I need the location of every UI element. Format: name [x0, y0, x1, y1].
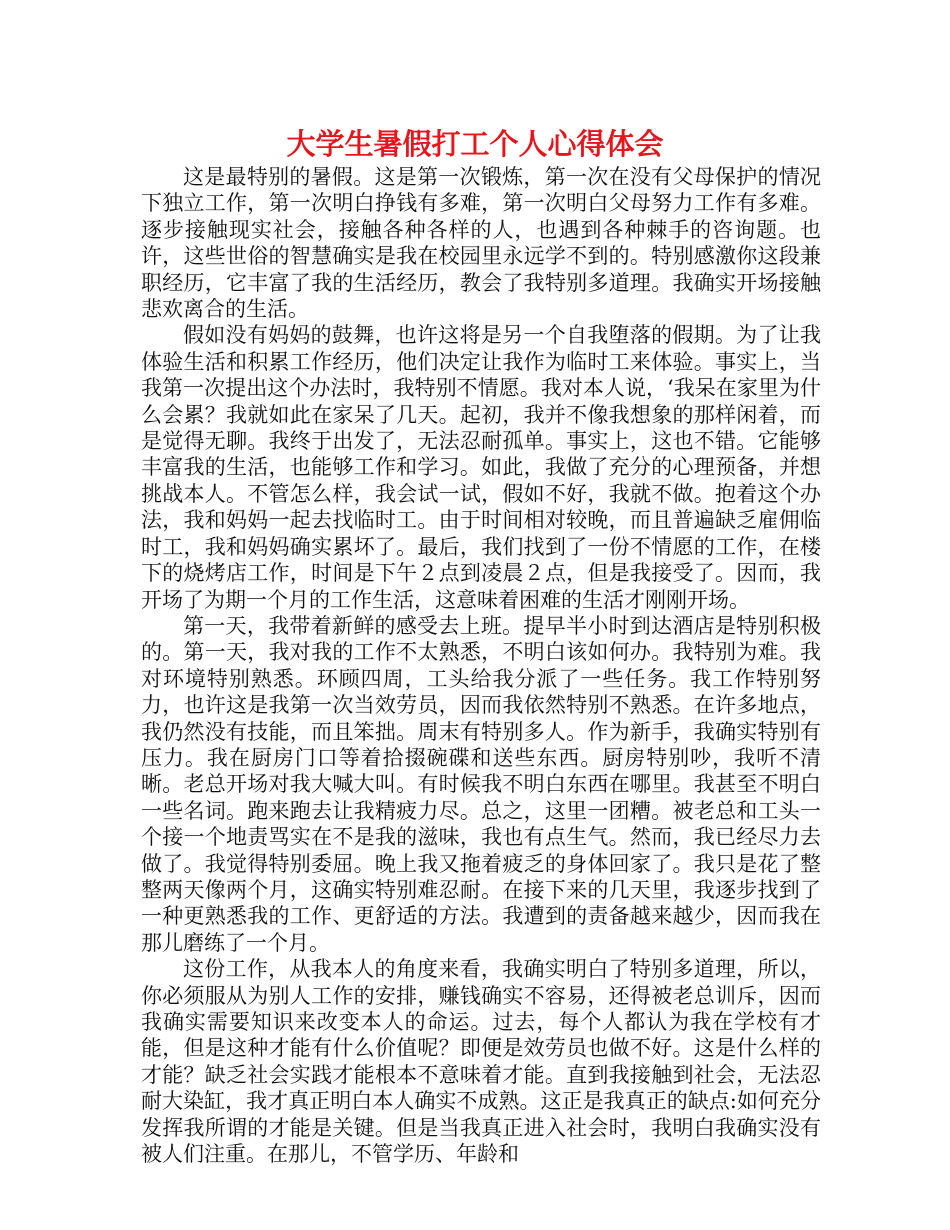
paragraph-2: 假如没有妈妈的鼓舞，也许这将是另一个自我堕落的假期。为了让我体验生活和积累工作经历，他们决定让我作为临时工来体验。事实上，当我第一次提出这个办法时，我特别不情愿。我对本人说，‘我呆在家里为什么会累？我就如此在家呆了几天。起初，我并不像我想象的那样闲着，而是觉得无聊。我终于出发了，无法忍耐孤单。事实上，这也不错。它能够丰富我的生活，也能够工作和学习。如此，我做了充分的心理预备，并想挑战本人。不管怎么样，我会试一试，假如不好，我就不做。抱着这个办法，我和妈妈一起去找临时工。由于时间相对较晚，而且普遍缺乏雇佣临时工，我和妈妈确实累坏了。最后，我们找到了一份不情愿的工作，在楼下的烧烤店工作，时间是下午２点到凌晨２点，但是我接受了。因而，我开场了为期一个月的工作生活，这意味着困难的生活才刚刚开场。 [141, 323, 821, 612]
document-title: 大学生暑假打工个人心得体会 [286, 127, 664, 161]
paragraph-4: 这份工作，从我本人的角度来看，我确实明白了特别多道理，所以，你必须服从为别人工作的安排，赚钱确实不容易，还得被老总训斥，因而我确实需要知识来改变本人的命运。过去，每个人都认为我在学校有才能，但是这种才能有什么价值呢？即便是效劳员也做不好。这是什么样的才能？缺乏社会实践才能根本不意味着才能。直到我接触到社会，无法忍耐大染缸，我才真正明白本人确实不成熟。这正是我真正的缺点:如何充分发挥我所谓的才能是关键。但是当我真正进入社会时，我明白我确实没有被人们注重。在那儿，不管学历、年龄和 [141, 957, 821, 1167]
paragraph-1: 这是最特别的暑假。这是第一次锻炼，第一次在没有父母保护的情况下独立工作，第一次明白挣钱有多难，第一次明白父母努力工作有多难。逐步接触现实社会，接触各种各样的人，也遇到各种棘手的咨询题。也许，这些世俗的智慧确实是我在校园里永远学不到的。特别感激你这段兼职经历，它丰富了我的生活经历，教会了我特别多道理。我确实开场接触悲欢离合的生活。 [141, 165, 821, 322]
paragraph-3: 第一天，我带着新鲜的感受去上班。提早半小时到达酒店是特别积极的。第一天，我对我的工作不太熟悉，不明白该如何办。我特别为难。我对环境特别熟悉。环顾四周，工头给我分派了一些任务。我工作特别努力，也许这是我第一次当效劳员，因而我依然特别不熟悉。在许多地点，我仍然没有技能，而且笨拙。周末有特别多人。作为新手，我确实特别有压力。我在厨房门口等着拾掇碗碟和送些东西。厨房特别吵，我听不清晰。老总开场对我大喊大叫。有时候我不明白东西在哪里。我甚至不明白一些名词。跑来跑去让我精疲力尽。总之，这里一团糟。被老总和工头一个接一个地责骂实在不是我的滋味，我也有点生气。然而，我已经尽力去做了。我觉得特别委屈。晚上我又拖着疲乏的身体回家了。我只是花了整整两天像两个月，这确实特别难忍耐。在接下来的几天里，我逐步找到了一种更熟悉我的工作、更舒适的方法。我遭到的责备越来越少，因而我在那儿磨练了一个月。 [141, 613, 821, 955]
document-body [141, 164, 821, 1167]
